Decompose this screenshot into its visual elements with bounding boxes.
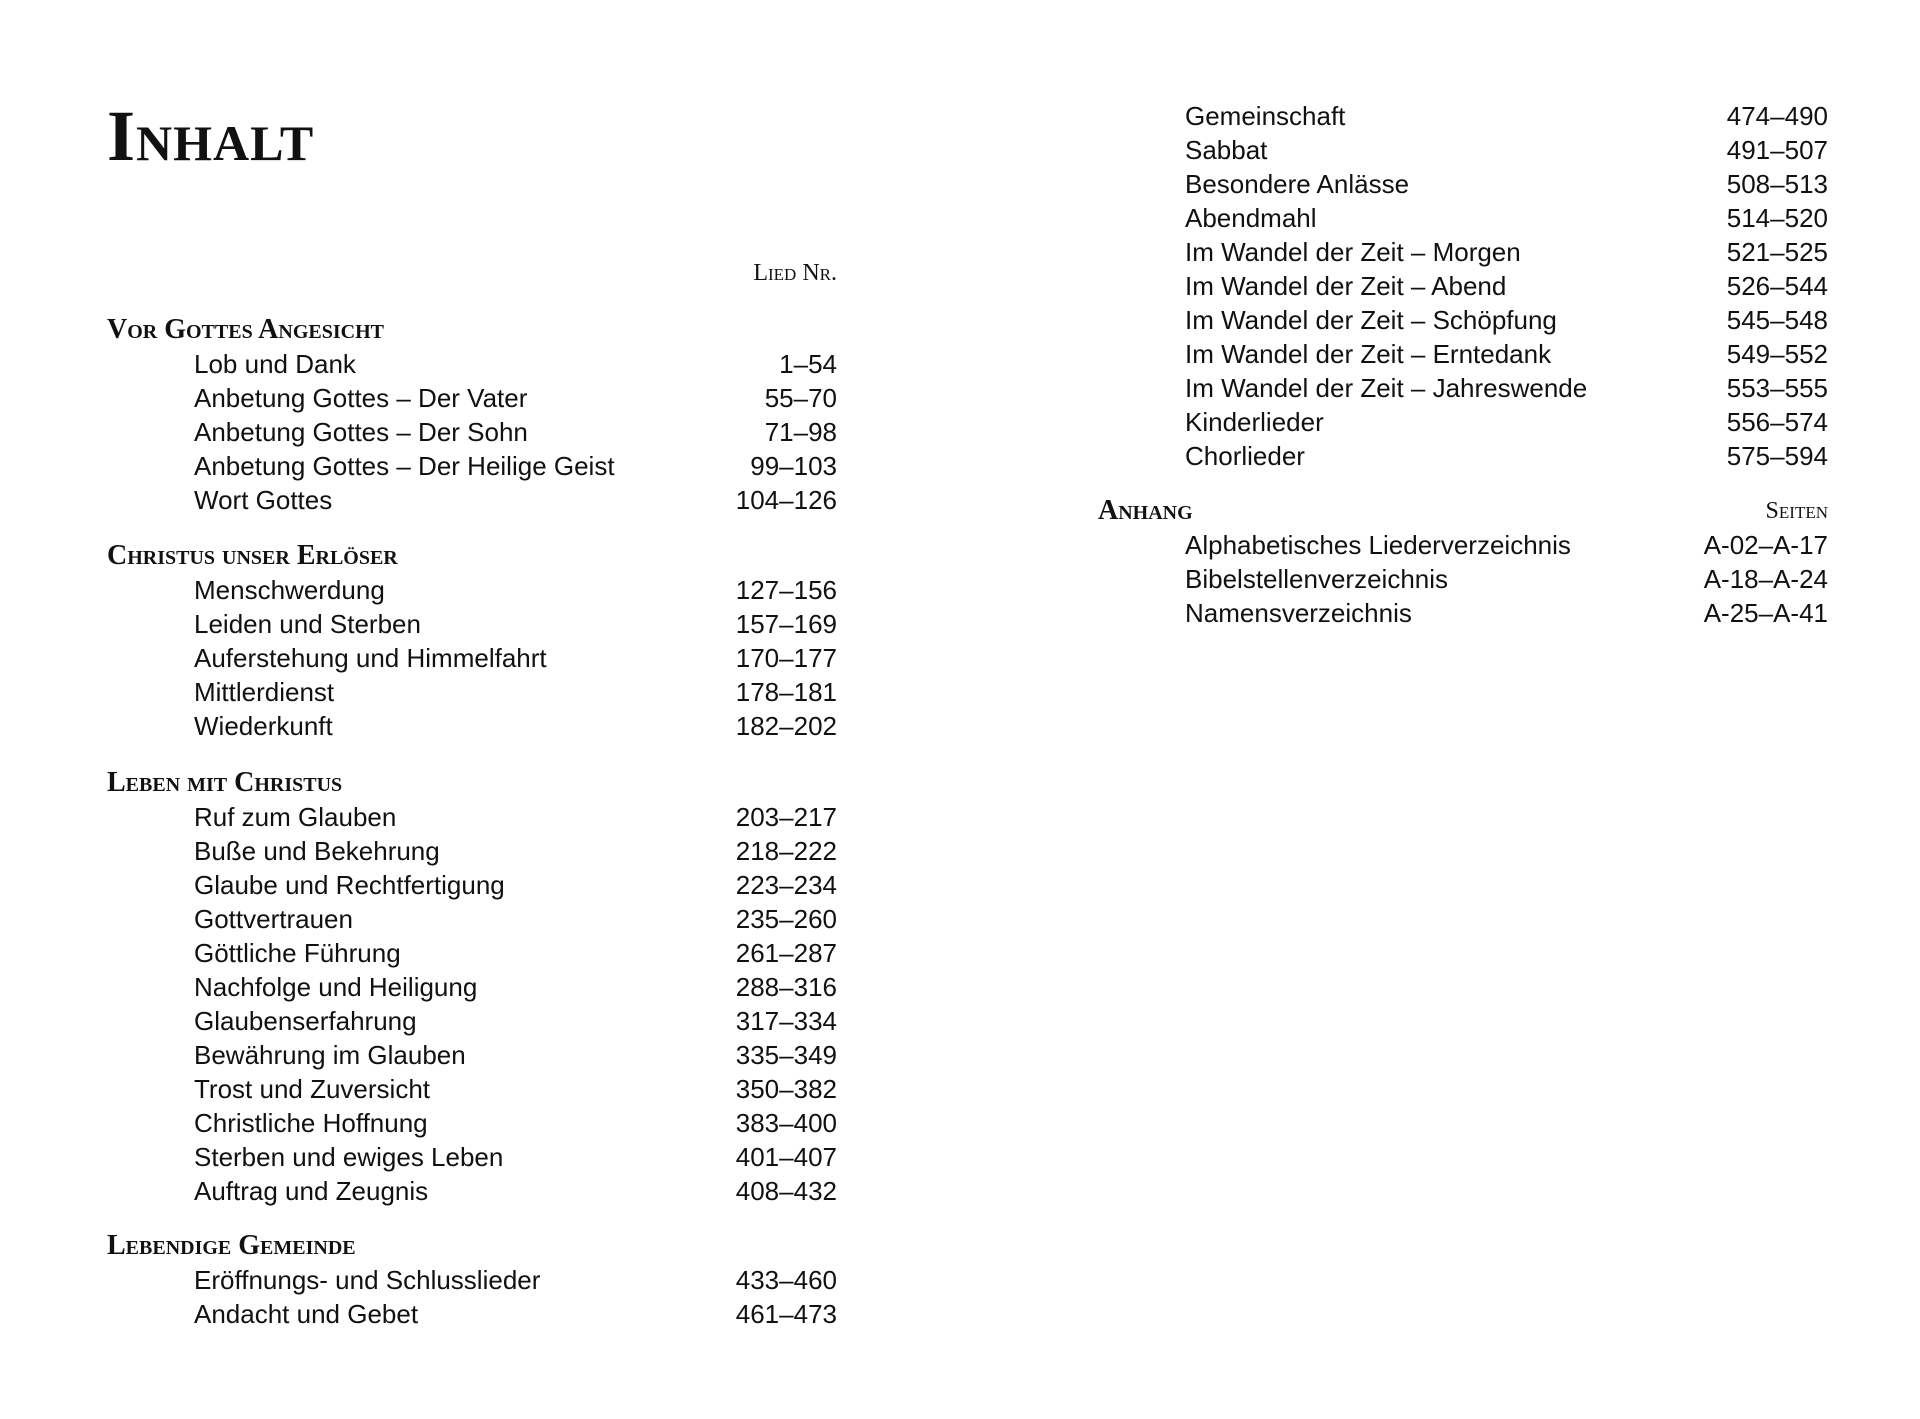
entry-range: 223–234 xyxy=(735,870,837,900)
entry-range: A-25–A-41 xyxy=(1703,598,1828,628)
entry-range: 474–490 xyxy=(1726,101,1828,131)
entry-range: 461–473 xyxy=(735,1299,837,1329)
toc-entry[interactable] xyxy=(1098,303,1828,337)
entry-range: 203–217 xyxy=(735,802,837,832)
toc-entry[interactable] xyxy=(107,607,837,641)
entry-range: 288–316 xyxy=(735,972,837,1002)
entry-range: 261–287 xyxy=(735,938,837,968)
entry-range: 401–407 xyxy=(735,1142,837,1172)
entry-range: 157–169 xyxy=(735,609,837,639)
entry-range: 553–555 xyxy=(1726,373,1828,403)
entry-label: Gottvertrauen xyxy=(194,904,353,934)
entry-label: Im Wandel der Zeit – Schöpfung xyxy=(1185,305,1557,335)
entry-range: 335–349 xyxy=(735,1040,837,1070)
entry-range: 521–525 xyxy=(1726,237,1828,267)
entry-range: 55–70 xyxy=(764,383,837,413)
entry-range: 170–177 xyxy=(735,643,837,673)
entry-label: Anbetung Gottes – Der Vater xyxy=(194,383,528,413)
toc-entry[interactable] xyxy=(1098,337,1828,371)
section-title: Vor Gottes Angesicht xyxy=(107,314,384,345)
entry-label: Alphabetisches Liederverzeichnis xyxy=(1185,530,1571,560)
toc-entry[interactable] xyxy=(107,347,837,381)
entry-range: 526–544 xyxy=(1726,271,1828,301)
toc-entry[interactable] xyxy=(1098,133,1828,167)
entry-label: Leiden und Sterben xyxy=(194,609,421,639)
entry-label: Auferstehung und Himmelfahrt xyxy=(194,643,547,673)
entry-label: Nachfolge und Heiligung xyxy=(194,972,478,1002)
entry-range: 71–98 xyxy=(764,417,837,447)
section-title: Leben mit Christus xyxy=(107,767,343,798)
entry-label: Gemeinschaft xyxy=(1185,101,1346,131)
entry-label: Lob und Dank xyxy=(194,349,356,379)
entry-label: Im Wandel der Zeit – Jahreswende xyxy=(1185,373,1588,403)
entry-range: 99–103 xyxy=(750,451,837,481)
section-title: Christus unser Erlöser xyxy=(107,540,398,571)
entry-label: Menschwerdung xyxy=(194,575,385,605)
entry-range: 556–574 xyxy=(1726,407,1828,437)
toc-entry[interactable] xyxy=(1098,562,1828,596)
toc-entry[interactable] xyxy=(107,415,837,449)
entry-label: Trost und Zuversicht xyxy=(194,1074,431,1104)
toc-entry[interactable] xyxy=(107,483,837,517)
entry-label: Wort Gottes xyxy=(194,485,333,515)
toc-entry[interactable] xyxy=(1098,405,1828,439)
toc-entry[interactable] xyxy=(107,573,837,607)
entry-label: Bibelstellenverzeichnis xyxy=(1185,564,1449,594)
entry-range: 408–432 xyxy=(735,1176,837,1206)
entry-label: Andacht und Gebet xyxy=(194,1299,419,1329)
toc-entry[interactable] xyxy=(107,1140,837,1174)
toc-section-heading[interactable] xyxy=(1098,494,1828,528)
entry-range: 350–382 xyxy=(735,1074,837,1104)
entry-label: Chorlieder xyxy=(1185,441,1305,471)
entry-range: 545–548 xyxy=(1726,305,1828,335)
entry-label: Eröffnungs- und Schlusslieder xyxy=(194,1265,541,1295)
entry-range: 491–507 xyxy=(1726,135,1828,165)
entry-label: Namensverzeichnis xyxy=(1185,598,1412,628)
toc-entry[interactable] xyxy=(107,1038,837,1072)
toc-entry[interactable] xyxy=(107,1004,837,1038)
entry-range: 508–513 xyxy=(1726,169,1828,199)
section-title: Lebendige Gemeinde xyxy=(107,1230,356,1261)
toc-entry[interactable] xyxy=(1098,201,1828,235)
entry-label: Anbetung Gottes – Der Heilige Geist xyxy=(194,451,615,481)
column-header-seiten: Seiten xyxy=(1765,498,1828,524)
toc-entry[interactable] xyxy=(107,936,837,970)
toc-section-heading[interactable] xyxy=(107,1229,837,1263)
toc-entry[interactable] xyxy=(107,970,837,1004)
entry-range: 218–222 xyxy=(735,836,837,866)
toc-entry[interactable] xyxy=(1098,167,1828,201)
entry-label: Sterben und ewiges Leben xyxy=(194,1142,504,1172)
toc-entry[interactable] xyxy=(1098,596,1828,630)
entry-range: 514–520 xyxy=(1726,203,1828,233)
entry-range: A-02–A-17 xyxy=(1703,530,1828,560)
entry-range: 104–126 xyxy=(735,485,837,515)
entry-label: Besondere Anlässe xyxy=(1185,169,1410,199)
toc-section-heading[interactable] xyxy=(107,313,837,347)
toc-section-heading[interactable] xyxy=(107,539,837,573)
entry-range: 575–594 xyxy=(1726,441,1828,471)
entry-label: Kinderlieder xyxy=(1185,407,1324,437)
entry-label: Mittlerdienst xyxy=(194,677,335,707)
entry-range: A-18–A-24 xyxy=(1703,564,1828,594)
entry-label: Buße und Bekehrung xyxy=(194,836,440,866)
toc-entry[interactable] xyxy=(1098,439,1828,473)
toc-entry[interactable] xyxy=(1098,528,1828,562)
toc-entry[interactable] xyxy=(1098,269,1828,303)
entry-label: Im Wandel der Zeit – Erntedank xyxy=(1185,339,1552,369)
toc-entry[interactable] xyxy=(107,641,837,675)
toc-entry[interactable] xyxy=(107,1297,837,1331)
toc-entry[interactable] xyxy=(107,1072,837,1106)
entry-label: Anbetung Gottes – Der Sohn xyxy=(194,417,528,447)
toc-entry[interactable] xyxy=(1098,371,1828,405)
toc-entry[interactable] xyxy=(107,1263,837,1297)
entry-label: Sabbat xyxy=(1185,135,1268,165)
entry-range: 1–54 xyxy=(779,349,837,379)
toc-entry[interactable] xyxy=(107,381,837,415)
entry-range: 182–202 xyxy=(735,711,837,741)
section-title: Anhang xyxy=(1098,495,1193,526)
column-header-lied-nr: Lied Nr. xyxy=(753,260,837,286)
entry-range: 433–460 xyxy=(735,1265,837,1295)
entry-label: Glaube und Rechtfertigung xyxy=(194,870,505,900)
entry-range: 178–181 xyxy=(735,677,837,707)
entry-range: 127–156 xyxy=(735,575,837,605)
toc-entry[interactable] xyxy=(107,675,837,709)
toc-entry[interactable] xyxy=(107,1174,837,1208)
entry-label: Abendmahl xyxy=(1185,203,1317,233)
toc-entry[interactable] xyxy=(107,800,837,834)
page-title: Inhalt xyxy=(107,96,315,176)
entry-label: Im Wandel der Zeit – Morgen xyxy=(1185,237,1521,267)
toc-entry[interactable] xyxy=(107,868,837,902)
toc-entry[interactable] xyxy=(107,834,837,868)
entry-range: 317–334 xyxy=(735,1006,837,1036)
entry-label: Im Wandel der Zeit – Abend xyxy=(1185,271,1507,301)
toc-entry[interactable] xyxy=(1098,235,1828,269)
entry-label: Auftrag und Zeugnis xyxy=(194,1176,429,1206)
toc-entry[interactable] xyxy=(1098,99,1828,133)
toc-entry[interactable] xyxy=(107,1106,837,1140)
entry-range: 235–260 xyxy=(735,904,837,934)
entry-label: Glaubenserfahrung xyxy=(194,1006,417,1036)
toc-entry[interactable] xyxy=(107,449,837,483)
entry-label: Ruf zum Glauben xyxy=(194,802,397,832)
entry-range: 549–552 xyxy=(1726,339,1828,369)
entry-label: Bewährung im Glauben xyxy=(194,1040,466,1070)
entry-label: Wiederkunft xyxy=(194,711,333,741)
toc-entry[interactable] xyxy=(107,902,837,936)
entry-range: 383–400 xyxy=(735,1108,837,1138)
entry-label: Christliche Hoffnung xyxy=(194,1108,428,1138)
toc-section-heading[interactable] xyxy=(107,766,837,800)
toc-entry[interactable] xyxy=(107,709,837,743)
entry-label: Göttliche Führung xyxy=(194,938,401,968)
